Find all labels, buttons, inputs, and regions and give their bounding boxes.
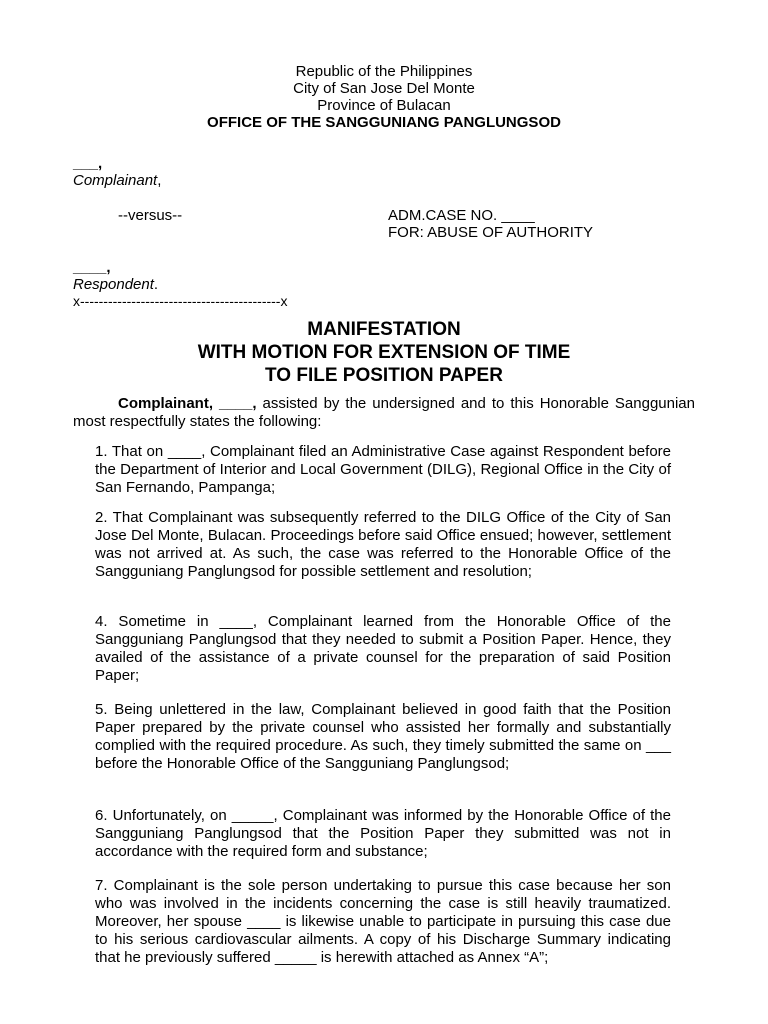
respondent-label: Respondent [73,276,154,293]
document-header [0,63,768,131]
document-title [0,318,768,387]
case-for: FOR: ABUSE OF AUTHORITY [388,224,594,241]
paragraph-4: 4. Sometime in ____, Complainant learned from the Honorable Office of the Sangguniang Panglungsod that they needed to submit a Position Paper. Hence, they availed of the assistance of a private counsel for the preparation of said Position Paper; [95,613,671,684]
versus-text: --versus-- [118,207,183,224]
header-province: Province of Bulacan [317,97,451,114]
respondent-label-line [73,276,158,293]
complainant-label-suffix: , [157,172,162,189]
paragraph-6: 6. Unfortunately, on _____, Complainant was informed by the Honorable Office of the Sangguniang Panglungsod that the Position Paper they submitted was not in accordance with the required form and substance; [95,807,671,860]
title-line-2: WITH MOTION FOR EXTENSION OF TIME [197,342,571,363]
intro-text: assisted by the undersigned and to this Honorable Sanggunian most respectfully states the following: [73,395,695,430]
paragraph-7: 7. Complainant is the sole person undertaking to pursue this case because her son who was involved in the incidents concerning the case is still heavily traumatized. Moreover, her spouse ____ is likewise unable to participate in pursuing this case due to his serious cardiovascular ailments. A copy of his Discharge Summary indicating that he previously suffered _____ is herewith attached as Annex “A”; [95,877,671,966]
paragraph-1: 1. That on ____, Complainant filed an Administrative Case against Respondent before the Department of Interior and Local Government (DILG), Regional Office in the City of San Fernando, Pampanga; [95,443,671,496]
complainant-blank: ___, [73,155,103,172]
case-number: ADM.CASE NO. ____ [388,207,535,224]
complainant-label: Complainant [73,172,158,189]
intro-lead: Complainant, ____, [118,395,257,412]
respondent-blank: ____, [73,259,111,276]
respondent-label-suffix: . [153,276,159,293]
complainant-label-line [73,172,161,189]
paragraph-5: 5. Being unlettered in the law, Complainant believed in good faith that the Position Paper prepared by the private counsel who assisted her formally and substantially complied with the required procedure. As such, they timely submitted the same on ___ before the Honorable Office of the Sangguniang Panglungsod; [95,701,671,772]
paragraph-2: 2. That Complainant was subsequently referred to the DILG Office of the City of San Jose Del Monte, Bulacan. Proceedings before said Office ensued; however, settlement was not arrived at. As such, the case was referred to the Honorable Office of the Sangguniang Panglungsod for possible settlement and resolution; [95,509,671,580]
intro-paragraph [73,395,695,431]
header-republic: Republic of the Philippines [295,63,473,80]
title-line-1: MANIFESTATION [307,319,461,340]
caption-divider: x-------------------------------------------x [73,293,288,309]
header-office: OFFICE OF THE SANGGUNIANG PANGLUNGSOD [207,114,561,131]
title-line-3: TO FILE POSITION PAPER [265,365,503,386]
header-city: City of San Jose Del Monte [293,80,475,97]
